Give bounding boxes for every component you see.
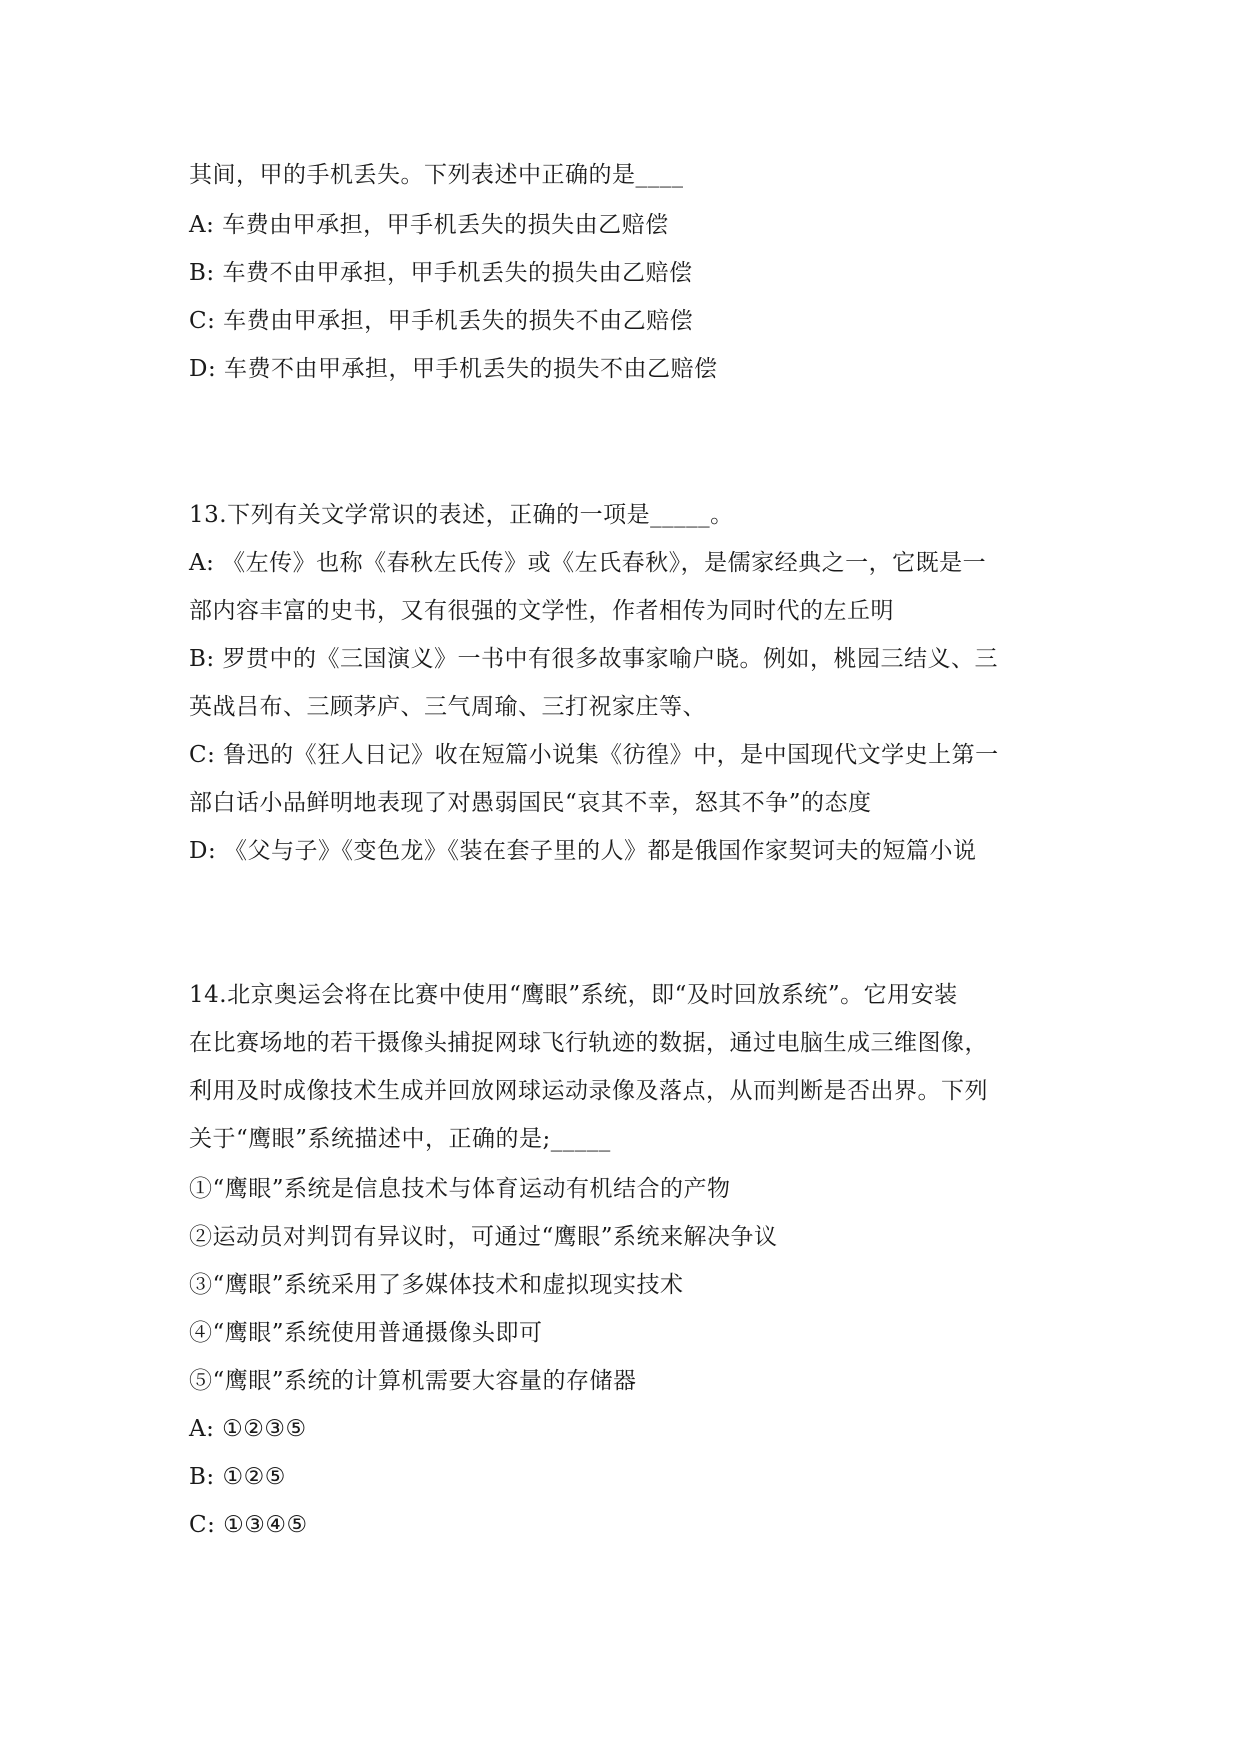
q14-option-c: C: ①③④⑤ [189,1512,308,1538]
q13-line-7: D: 《父与子》《变色龙》《装在套子里的人》都是俄国作家契诃夫的短篇小说 [189,838,977,864]
q14-statement-4: ④“鹰眼”系统使用普通摄像头即可 [189,1320,543,1346]
q13-line-6: 部白话小品鲜明地表现了对愚弱国民“哀其不幸，怒其不争”的态度 [189,790,872,816]
q13-line-4: 英战吕布、三顾茅庐、三气周瑜、三打祝家庄等、 [189,694,706,720]
q14-option-b: B: ①②⑤ [189,1464,286,1490]
q14-statement-5: ⑤“鹰眼”系统的计算机需要大容量的存储器 [189,1368,637,1394]
q14-statement-3: ③“鹰眼”系统采用了多媒体技术和虚拟现实技术 [189,1272,684,1298]
q13-line-3: B: 罗贯中的《三国演义》一书中有很多故事家喻户晓。例如，桃园三结义、三 [189,646,998,672]
q13-line-2: 部内容丰富的史书，又有很强的文学性，作者相传为同时代的左丘明 [189,598,894,624]
q14-statement-1: ①“鹰眼”系统是信息技术与体育运动有机结合的产物 [189,1176,731,1202]
q14-stem-line-4: 关于“鹰眼”系统描述中，正确的是;_____ [189,1126,611,1152]
q12-option-c: C: 车费由甲承担，甲手机丢失的损失不由乙赔偿 [189,308,694,334]
q13-line-5: C: 鲁迅的《狂人日记》收在短篇小说集《彷徨》中，是中国现代文学史上第一 [189,742,999,768]
q14-option-a: A: ①②③⑤ [189,1416,307,1442]
q14-stem-line-2: 在比赛场地的若干摄像头捕捉网球飞行轨迹的数据，通过电脑生成三维图像， [189,1030,988,1056]
q14-statement-2: ②运动员对判罚有异议时，可通过“鹰眼”系统来解决争议 [189,1224,778,1250]
q12-option-a: A: 车费由甲承担，甲手机丢失的损失由乙赔偿 [189,212,669,238]
q13-stem: 13.下列有关文学常识的表述，正确的一项是_____。 [189,502,734,528]
q14-stem-line-1: 14.北京奥运会将在比赛中使用“鹰眼”系统，即“及时回放系统”。它用安装 [189,982,958,1008]
q13-line-1: A: 《左传》也称《春秋左氏传》或《左氏春秋》，是儒家经典之一，它既是一 [189,550,987,576]
q12-stem-tail: 其间，甲的手机丢失。下列表述中正确的是____ [189,162,684,188]
q12-option-b: B: 车费不由甲承担，甲手机丢失的损失由乙赔偿 [189,260,693,286]
q12-option-d: D: 车费不由甲承担，甲手机丢失的损失不由乙赔偿 [189,356,718,382]
q14-stem-line-3: 利用及时成像技术生成并回放网球运动录像及落点，从而判断是否出界。下列 [189,1078,988,1104]
